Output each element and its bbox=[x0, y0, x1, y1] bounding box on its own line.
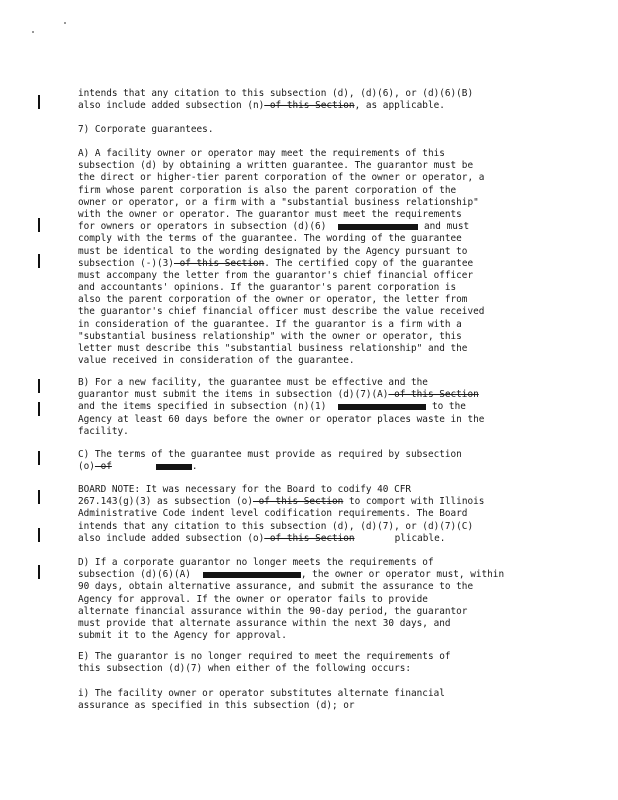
redaction-block bbox=[338, 224, 418, 230]
revision-bar bbox=[38, 490, 40, 504]
paragraph-c: C) The terms of the guarantee must provide as required by subsection (o) of . bbox=[78, 449, 462, 473]
scan-speck bbox=[32, 31, 34, 33]
revision-bar bbox=[38, 379, 40, 393]
revision-bar bbox=[38, 451, 40, 465]
revision-bar bbox=[38, 565, 40, 579]
revision-bar bbox=[38, 402, 40, 416]
revision-bar bbox=[38, 218, 40, 232]
revision-bar bbox=[38, 95, 40, 109]
paragraph-b: B) For a new facility, the guarantee must be effective and the guarantor must submit the items in subsection (d)(7)(A) of this Section and the items specified in subsection (n)(1) to the Agency at least 60 days before the owner or operator places waste in the facility. bbox=[78, 377, 485, 437]
paragraph-continuation: intends that any citation to this subsection (d), (d)(6), or (d)(6)(B) also include added subsection (n) of this Section, as applicable. bbox=[78, 88, 474, 112]
board-note: BOARD NOTE: It was necessary for the Board to codify 40 CFR 267.143(g)(3) as subsection (o) of this Section to comport with Illinois Administrative Code indent level codification requirements. The Board intends that any citation to this subsection (d), (d)(7), or (d)(7)(C) also include added subsection (o) of this Section plicable. bbox=[78, 484, 485, 544]
paragraph-e: E) The guarantor is no longer required to meet the requirements of this subsection (d)(7) when either of the following occurs: bbox=[78, 651, 451, 675]
redaction-block bbox=[338, 404, 426, 410]
section-heading-corporate-guarantees: 7) Corporate guarantees. bbox=[78, 124, 214, 135]
redaction-block bbox=[156, 464, 192, 470]
revision-bar bbox=[38, 528, 40, 542]
scan-speck bbox=[64, 22, 66, 24]
redaction-block bbox=[203, 572, 301, 578]
item-i: i) The facility owner or operator substitutes alternate financial assurance as specified in this subsection (d); or bbox=[78, 688, 445, 712]
paragraph-a: A) A facility owner or operator may meet the requirements of this subsection (d) by obtaining a written guarantee. The guarantor must be the direct or higher-tier parent corporation of the owner or operator, a firm whose parent corporation is also the parent corporation of the owner or operator, or a firm with a "substantial business relationship" with the owner or operator. The guarantor must meet the requirements for owners or operators in subsection (d)(6) and must comply with the terms of the guarantee. The wording of the guarantee must be identical to the wording designated by the Agency pursuant to subsection (-)(3) of this Section. The certified copy of the guarantee must accompany the letter from the guarantor's chief financial officer and accountants' opinions. If the guarantor's parent corporation is also the parent corporation of the owner or operator, the letter from the guarantor's chief financial officer must describe the value received in consideration of the guarantee. If the guarantor is a firm with a "substantial business relationship" with the owner or operator, this letter must describe this "substantial business relationship" and the value received in consideration of the guarantee. bbox=[78, 148, 485, 367]
revision-bar bbox=[38, 254, 40, 268]
paragraph-d: D) If a corporate guarantor no longer meets the requirements of subsection (d)(6)(A) , the owner or operator must, within 90 days, obtain alternative assurance, and submit the assurance to the Agency for approval. If the owner or operator fails to provide alternate financial assurance within the 90-day period, the guarantor must provide that alternate assurance within the next 30 days, and submit it to the Agency for approval. bbox=[78, 557, 505, 642]
